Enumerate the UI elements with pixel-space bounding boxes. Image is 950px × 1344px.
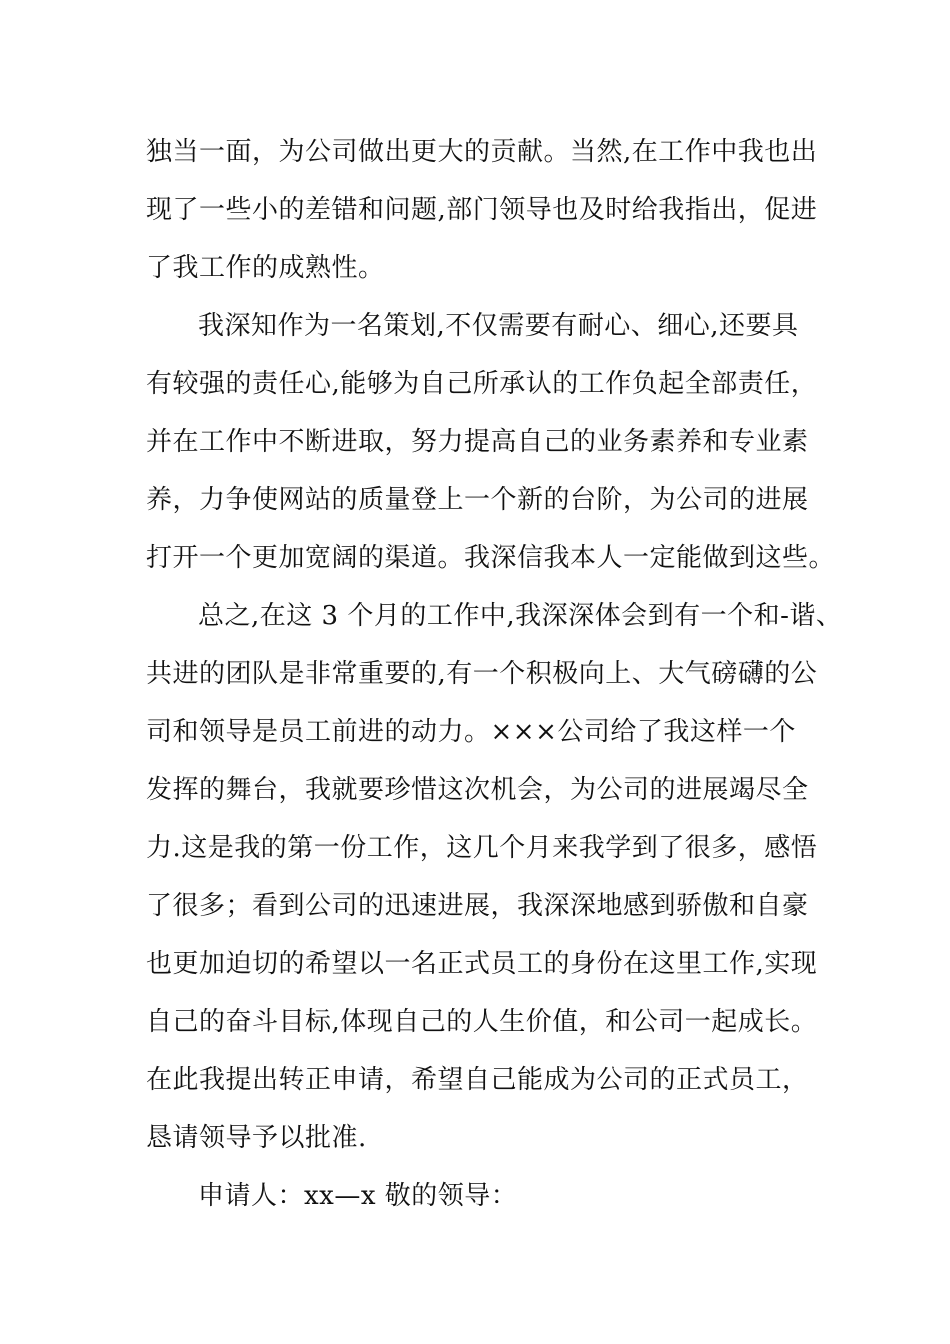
text-line: 在此我提出转正申请，希望自己能成为公司的正式员工， [146,1065,809,1095]
text-line: 了我工作的成熟性。 [146,253,385,283]
paragraph-start: 总之,在这 3 个月的工作中,我深深体会到有一个和-谐、 [198,601,843,631]
text-line: 独当一面，为公司做出更大的贡献。当然,在工作中我也出 [146,137,818,167]
signature-line: 申请人：xx—x 敬的领导： [198,1181,518,1211]
text-line: 恳请领导予以批准. [146,1123,367,1153]
text-line: 了很多；看到公司的迅速进展，我深深地感到骄傲和自豪 [146,891,809,921]
text-line: 养，力争使网站的质量登上一个新的台阶，为公司的进展 [146,485,809,515]
text-line: 打开一个更加宽阔的渠道。我深信我本人一定能做到这些。 [146,543,836,573]
text-line: 有较强的责任心,能够为自己所承认的工作负起全部责任， [146,369,818,399]
text-line: 并在工作中不断进取，努力提高自己的业务素养和专业素 [146,427,809,457]
text-line: 也更加迫切的希望以一名正式员工的身份在这里工作,实现 [146,949,818,979]
paragraph-start: 我深知作为一名策划,不仅需要有耐心、细心,还要具 [198,311,799,341]
text-line: 力.这是我的第一份工作，这几个月来我学到了很多，感悟 [146,833,818,863]
text-line: 发挥的舞台，我就要珍惜这次机会，为公司的进展竭尽全 [146,775,809,805]
text-line: 共进的团队是非常重要的,有一个积极向上、大气磅礴的公 [146,659,818,689]
text-line: 自己的奋斗目标,体现自己的人生价值，和公司一起成长。 [146,1007,818,1037]
text-line: 司和领导是员工前进的动力。×××公司给了我这样一个 [146,717,796,747]
text-line: 现了一些小的差错和问题,部门领导也及时给我指出，促进 [146,195,818,225]
